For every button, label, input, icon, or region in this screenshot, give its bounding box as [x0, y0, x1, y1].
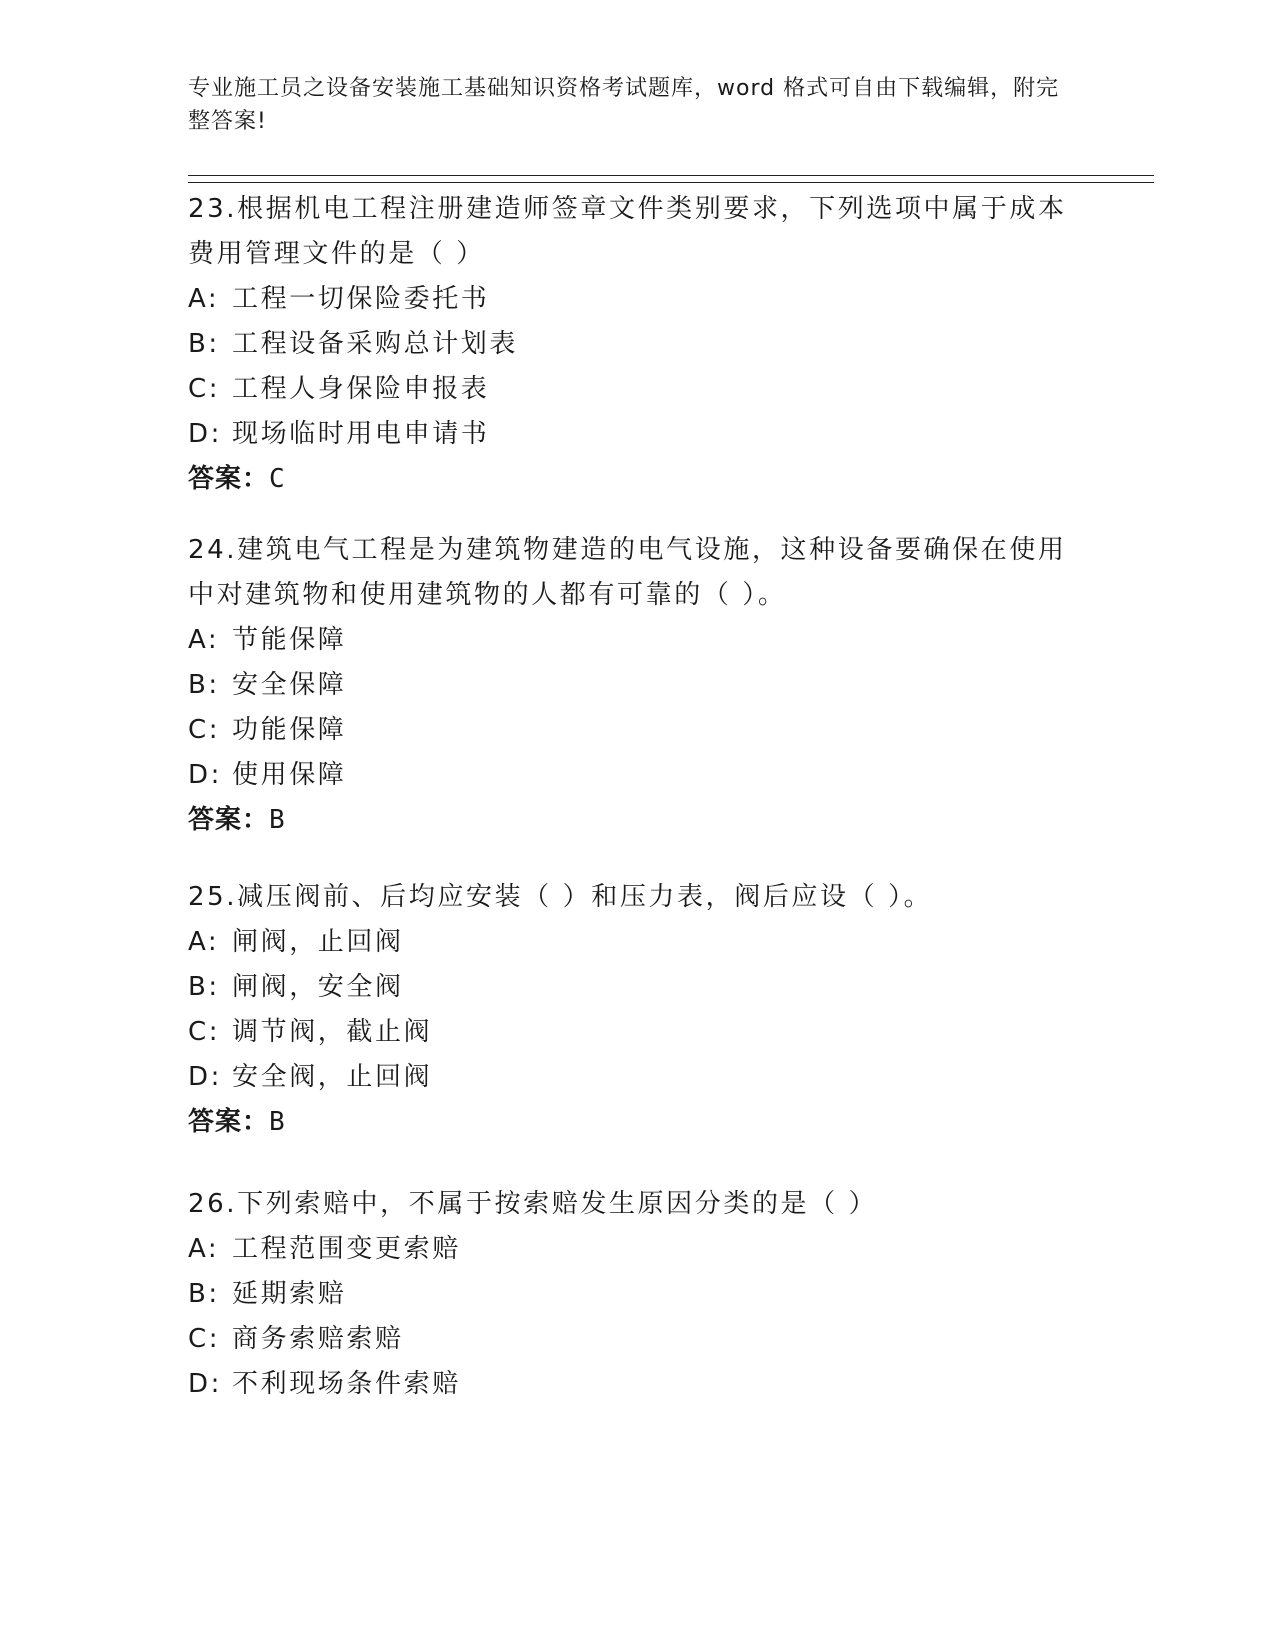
answer-line: [188, 798, 1088, 843]
option-d: [188, 1362, 1088, 1407]
option-c: [188, 1317, 1088, 1362]
option-letter: D:: [188, 760, 222, 790]
option-text: 延期索赔: [232, 1279, 347, 1309]
question-24: [188, 528, 1088, 843]
question-stem: 23.根据机电工程注册建造师签章文件类别要求，下列选项中属于成本费用管理文件的是（ ）: [188, 194, 1067, 269]
option-text: 现场临时用电申请书: [232, 419, 490, 449]
question-25: [188, 875, 1088, 1145]
option-a: [188, 920, 1088, 965]
option-text: 使用保障: [232, 760, 347, 790]
option-text: 工程一切保险委托书: [232, 284, 490, 314]
header-divider-top: [188, 175, 1154, 176]
option-a: [188, 618, 1088, 663]
option-letter: C:: [188, 374, 221, 404]
document-header: 专业施工员之设备安装施工基础知识资格考试题库，word 格式可自由下载编辑，附完整答案!: [188, 76, 1060, 134]
answer-label: 答案：: [188, 464, 270, 494]
question-stem: 25.减压阀前、后均应安装（ ）和压力表，阀后应设（ ）。: [188, 882, 933, 912]
option-c: [188, 708, 1088, 753]
option-text: 商务索赔索赔: [232, 1324, 404, 1354]
option-d: [188, 753, 1088, 798]
option-letter: B:: [188, 1279, 220, 1309]
question-26: [188, 1182, 1088, 1407]
option-b: [188, 322, 1088, 367]
option-letter: B:: [188, 329, 220, 359]
option-text: 安全保障: [232, 670, 347, 700]
option-letter: D:: [188, 419, 222, 449]
option-text: 安全阀，止回阀: [232, 1062, 433, 1092]
question-stem: 24.建筑电气工程是为建筑物建造的电气设施，这种设备要确保在使用中对建筑物和使用建筑物的人都有可靠的（ ）。: [188, 535, 1067, 610]
question-23: [188, 187, 1088, 502]
option-text: 调节阀，截止阀: [232, 1017, 433, 1047]
header-divider-bottom: [188, 182, 1154, 183]
answer-value: B: [269, 1107, 286, 1137]
option-text: 闸阀，止回阀: [232, 927, 404, 957]
option-a: [188, 277, 1088, 322]
option-c: [188, 1010, 1088, 1055]
option-text: 工程设备采购总计划表: [232, 329, 519, 359]
option-b: [188, 663, 1088, 708]
option-letter: A:: [188, 927, 220, 957]
option-letter: A:: [188, 1234, 220, 1264]
option-text: 闸阀，安全阀: [232, 972, 404, 1002]
answer-line: [188, 1100, 1088, 1145]
option-text: 功能保障: [232, 715, 347, 745]
option-a: [188, 1227, 1088, 1272]
answer-label: 答案：: [188, 805, 270, 835]
option-c: [188, 367, 1088, 412]
answer-value: B: [269, 805, 286, 835]
option-letter: C:: [188, 1017, 221, 1047]
option-text: 节能保障: [232, 625, 347, 655]
option-letter: D:: [188, 1062, 222, 1092]
option-d: [188, 412, 1088, 457]
option-text: 工程人身保险申报表: [232, 374, 490, 404]
option-letter: C:: [188, 715, 221, 745]
option-letter: B:: [188, 972, 220, 1002]
option-letter: A:: [188, 625, 220, 655]
answer-value: C: [269, 464, 286, 494]
answer-label: 答案：: [188, 1107, 270, 1137]
option-text: 工程范围变更索赔: [232, 1234, 461, 1264]
option-letter: A:: [188, 284, 220, 314]
option-letter: B:: [188, 670, 220, 700]
option-b: [188, 1272, 1088, 1317]
question-stem: 26.下列索赔中，不属于按索赔发生原因分类的是（ ）: [188, 1189, 878, 1219]
option-letter: D:: [188, 1369, 222, 1399]
option-d: [188, 1055, 1088, 1100]
option-letter: C:: [188, 1324, 221, 1354]
option-b: [188, 965, 1088, 1010]
option-text: 不利现场条件索赔: [232, 1369, 461, 1399]
answer-line: [188, 457, 1088, 502]
